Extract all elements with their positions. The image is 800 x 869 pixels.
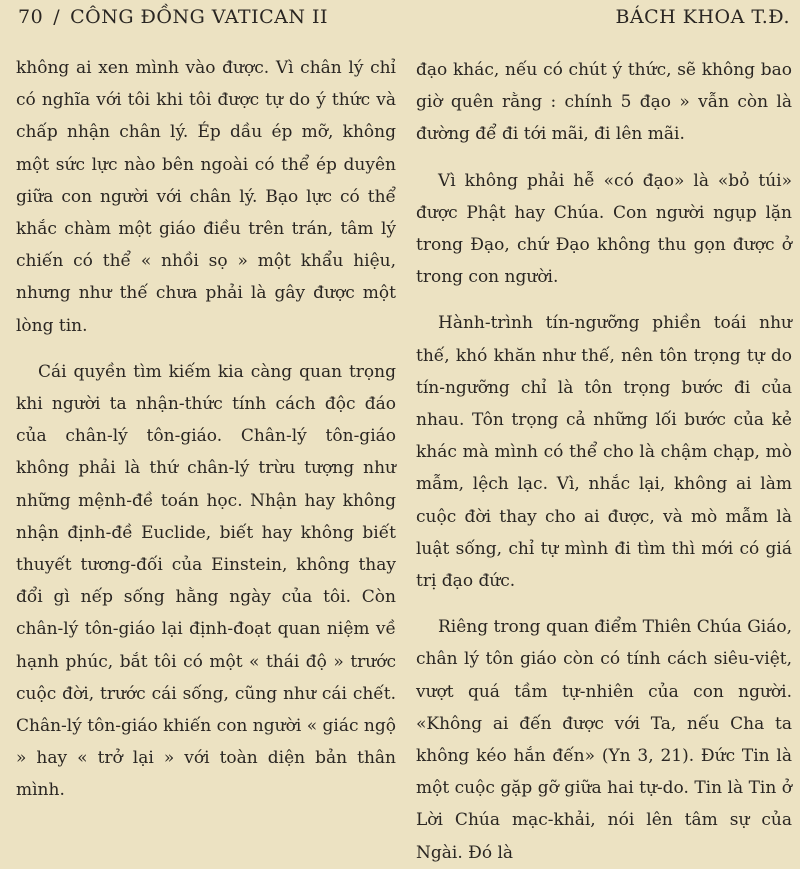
paragraph: đạo khác, nếu có chút ý thức, sẽ không bao giờ quên rằng : chính 5 đạo » vẫn còn là đường để đi tới mãi, đi lên mãi. (416, 60, 792, 145)
right-column (416, 54, 792, 869)
paragraph: Cái quyền tìm kiếm kia càng quan trọng khi người ta nhận-thức tính cách độc đáo của chân-lý tôn-giáo. Chân-lý tôn-giáo không phải là thứ chân-lý trừu tượng như những mệnh-đề toán học. Nhận hay không nhận định-đề Euclide, biết hay không biết thuyết tương-đối của Einstein, không thay đổi gì nếp sống hằng ngày của tôi. Còn chân-lý tôn-giáo lại định-đoạt quan niệm về hạnh phúc, bắt tôi có một « thái độ » trước cuộc đời, trước cái sống, cũng như cái chết. Chân-lý tôn-giáo khiến con người « giác ngộ » hay « trở lại » với toàn diện bản thân mình. (16, 361, 396, 801)
header-left (18, 6, 328, 28)
left-column (16, 52, 396, 807)
publisher-name: BÁCH KHOA T.Đ. (615, 6, 790, 28)
paragraph: không ai xen mình vào được. Vì chân lý chỉ có nghĩa với tôi khi tôi được tự do ý thức và chấp nhận chân lý. Ép dầu ép mỡ, không một sức lực nào bên ngoài có thể ép duyên giữa con người với chân lý. Bạo lực có thể khắc chàm một giáo điều trên trán, tâm lý chiến có thể « nhồi sọ » một khẩu hiệu, nhưng như thế chưa phải là gây được một lòng tin. (16, 58, 396, 336)
paragraph: Hành-trình tín-ngưỡng phiền toái như thế, khó khăn như thế, nên tôn trọng tự do tín-ngưỡng chỉ là tôn trọng bước đi của nhau. Tôn trọng cả những lối bước của kẻ khác mà mình có thể cho là chậm chạp, mò mẫm, lệch lạc. Vì, nhắc lại, không ai làm cuộc đời thay cho ai được, và mò mẫm là luật sống, chỉ tự mình đi tìm thì mới có giá trị đạo đức. (416, 313, 792, 592)
header-separator: / (53, 6, 61, 28)
paragraph: Riêng trong quan điểm Thiên Chúa Giáo, chân lý tôn giáo còn có tính cách siêu-việt, vượt quá tầm tự-nhiên của con người. «Không ai đến được với Ta, nếu Cha ta không kéo hắn đến» (Yn 3, 21). Đức Tin là một cuộc gặp gỡ giữa hai tự-do. Tin là Tin ở Lời Chúa mạc-khải, nói lên tâm sự của Ngài. Đó là (416, 617, 792, 863)
paragraph: Vì không phải hễ «có đạo» là «bỏ túi» được Phật hay Chúa. Con người ngụp lặn trong Đạo, chứ Đạo không thu gọn được ở trong con người. (416, 170, 792, 288)
page-number: 70 (18, 6, 44, 28)
book-title: CÔNG ĐỒNG VATICAN II (70, 6, 329, 28)
page-header (18, 4, 790, 32)
